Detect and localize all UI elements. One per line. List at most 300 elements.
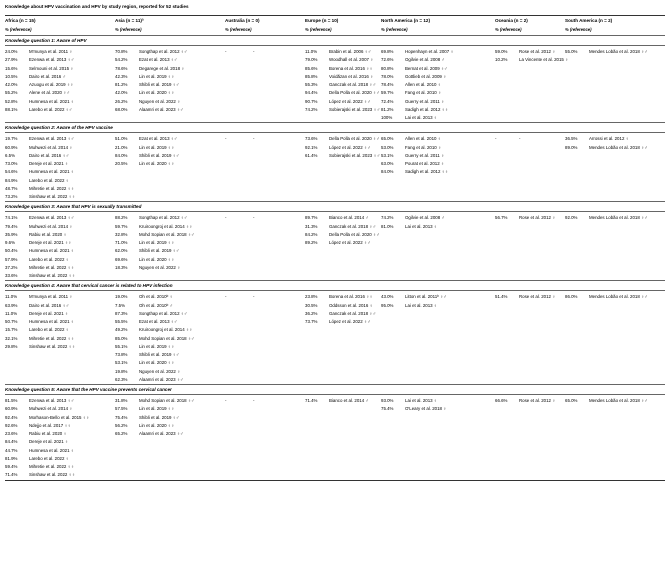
- reference-cell: Dereje et al. 2021 ♀: [29, 310, 69, 316]
- reference-cell: Della Polla et al. 2020 ♀♂: [329, 136, 380, 142]
- percent-cell: 68.0%: [115, 106, 128, 112]
- percent-cell: 54.2%: [115, 57, 128, 63]
- reference-cell: Lin et al. 2019 ♀♀: [139, 240, 175, 245]
- reference-cell: La Vincente et al. 2015 ♀: [519, 57, 569, 63]
- reference-cell: Mihretie et al. 2022 ♀♀: [29, 335, 75, 341]
- subheader-cell: % (reference): [305, 27, 332, 32]
- percent-cell: 59.7%: [381, 90, 394, 96]
- subheader-cell: % (reference): [381, 27, 408, 32]
- reference-cell: Shibli et al. 2019 ♀♂: [139, 414, 180, 420]
- reference-cell: Nguyen et al. 2022 ♀: [139, 264, 181, 270]
- percent-cell: 72.6%: [381, 57, 394, 63]
- percent-cell: 31.3%: [305, 223, 318, 229]
- percent-cell: 61.4%: [305, 152, 318, 158]
- region-header: Africa (n = 15): [5, 18, 36, 23]
- reference-cell: Mohd Sopian et al. 2018 ♀♂: [139, 231, 195, 237]
- region-header: Europe (n = 10): [305, 18, 339, 23]
- percent-cell: 88.1%: [5, 106, 18, 112]
- reference-cell: Dereje et al. 2021 ♀: [29, 439, 69, 445]
- reference-cell: Alene et al. 2020 ♀♂: [29, 90, 70, 96]
- percent-cell: 75.4%: [115, 414, 128, 420]
- percent-cell: 69.8%: [381, 49, 394, 54]
- percent-cell: 79.4%: [5, 223, 18, 229]
- reference-cell: Muhwezi et al. 2014 ♀: [29, 223, 73, 229]
- percent-cell: 32.8%: [115, 231, 128, 237]
- reference-cell: Della Polla et al. 2020 ♀♂: [329, 231, 380, 237]
- percent-cell: 42.3%: [115, 73, 128, 79]
- percent-cell: 89.2%: [305, 240, 318, 245]
- percent-cell: 89.7%: [305, 215, 318, 221]
- reference-cell: Ezenwa et al. 2013 ♀♂: [29, 136, 75, 142]
- reference-cell: Selmouni et al. 2015 ♀: [29, 65, 74, 71]
- percent-cell: 81.5%: [5, 398, 18, 403]
- percent-cell: 80.8%: [381, 65, 394, 71]
- reference-cell: Shibli et al. 2019 ♀♂: [139, 248, 180, 254]
- percent-cell: 24.0%: [5, 49, 18, 54]
- percent-cell: 55.2%: [5, 90, 18, 96]
- reference-cell: López et al. 2022 ♀♂: [329, 98, 371, 104]
- percent-cell: 44.7%: [5, 447, 18, 453]
- percent-cell: 92.6%: [5, 422, 18, 428]
- percent-cell: 59.4%: [5, 464, 18, 469]
- percent-cell: 11.0%: [5, 310, 18, 316]
- reference-cell: -: [253, 49, 255, 54]
- subheader-cell: % (reference): [495, 27, 522, 32]
- percent-cell: 81.2%: [381, 106, 394, 112]
- reference-cell: Oddsson et al. 2016 ♀: [329, 302, 373, 308]
- percent-cell: 42.0%: [5, 82, 18, 87]
- table-title: Knowledge about HPV vaccination and HPV by study region, reported for 52 studies: [5, 4, 189, 9]
- reference-cell: Humnesa et al. 2021 ♀: [29, 248, 75, 254]
- reference-cell: Oh et al. 2010ᵇ ♂: [139, 302, 173, 308]
- reference-cell: O'Leary et al. 2018 ♀: [405, 406, 447, 412]
- percent-cell: -: [225, 294, 227, 300]
- reference-cell: Borena et al. 2016 ♀♀: [329, 65, 373, 71]
- reference-cell: Guerry et al. 2011 ♀: [405, 152, 445, 158]
- reference-cell: Guerry et al. 2011 ♀: [405, 98, 445, 104]
- reference-cell: Lin et al. 2019 ♀♀: [139, 73, 175, 79]
- reference-cell: Litton et al. 2011ᵇ ♀♂: [405, 294, 447, 300]
- reference-cell: Morhason-Bello et al. 2015 ♀♀: [29, 414, 90, 420]
- percent-cell: 55.1%: [115, 343, 128, 349]
- table-row: [5, 113, 665, 122]
- percent-cell: 56.7%: [495, 215, 508, 221]
- percent-cell: 78.4%: [381, 82, 394, 87]
- reference-cell: Degarege et al. 2018 ♀: [139, 65, 185, 71]
- percent-cell: 59.7%: [115, 223, 128, 229]
- reference-cell: Larebo et al. 2022 ♀: [29, 177, 69, 183]
- percent-cell: 60.9%: [5, 406, 18, 412]
- reference-cell: Lin et al. 2020 ♀♀: [139, 161, 175, 166]
- percent-cell: 32.1%: [5, 335, 18, 341]
- percent-cell: 75.4%: [381, 406, 394, 412]
- reference-cell: Humnesa et al. 2021 ♀: [29, 169, 75, 175]
- percent-cell: 87.3%: [115, 310, 128, 316]
- reference-cell: -: [253, 398, 255, 403]
- percent-cell: 7.5%: [115, 302, 126, 308]
- subheader-cell: % (reference): [565, 27, 592, 32]
- percent-cell: 56.2%: [115, 422, 128, 428]
- reference-cell: Sinshaw et al. 2022 ♀♀: [29, 343, 76, 349]
- percent-cell: 93.0%: [381, 398, 394, 403]
- percent-cell: 53.1%: [381, 152, 394, 158]
- reference-cell: Alaamri et al. 2023 ♀♂: [139, 431, 184, 436]
- region-header: Asia (n = 11)ª: [115, 18, 144, 23]
- reference-cell: Dereje et al. 2021 ♀♀: [29, 240, 72, 245]
- table-rule: [5, 290, 665, 291]
- percent-cell: 86.0%: [565, 294, 578, 300]
- reference-cell: Sadigh et al. 2012 ♀♀: [405, 169, 449, 175]
- percent-cell: 55.3%: [305, 82, 318, 87]
- table-rule: [5, 394, 665, 395]
- percent-cell: 31.8%: [115, 398, 128, 403]
- percent-cell: 85.8%: [305, 73, 318, 79]
- percent-cell: 84.0%: [115, 152, 128, 158]
- question-heading: Knowledge question 5: Aware that the HPV vaccine prevents cervical cancer: [5, 387, 172, 392]
- percent-cell: 19.7%: [5, 136, 18, 142]
- percent-cell: 57.9%: [5, 256, 18, 262]
- reference-cell: Dairo et al. 2016 ♀♂: [29, 152, 70, 158]
- reference-cell: Ganczak et al. 2018 ♀♂: [329, 310, 376, 316]
- subheader-cell: % (reference): [115, 27, 142, 32]
- reference-cell: Allen et al. 2010 ♀: [405, 136, 442, 142]
- reference-cell: Mendes Lobão et al. 2018 ♀♂: [589, 215, 648, 221]
- percent-cell: 81.9%: [5, 455, 18, 461]
- percent-cell: 36.5%: [565, 136, 578, 142]
- percent-cell: 26.2%: [115, 98, 128, 104]
- table-rule: [5, 211, 665, 212]
- reference-cell: Mohd Sopian et al. 2018 ♀♂: [139, 335, 195, 341]
- percent-cell: 42.0%: [115, 90, 128, 96]
- reference-cell: Ogilvie et al. 2008 ♂: [405, 57, 445, 63]
- table-rule: [5, 35, 665, 36]
- percent-cell: 62.0%: [115, 248, 128, 254]
- subheader-row: [5, 25, 665, 34]
- reference-cell: Rose et al. 2012 ♀: [519, 294, 556, 300]
- percent-cell: 73.7%: [305, 319, 318, 324]
- table-rule: [5, 480, 665, 481]
- percent-cell: -: [225, 49, 227, 54]
- percent-cell: 72.4%: [381, 98, 394, 104]
- percent-cell: 35.9%: [5, 231, 18, 237]
- region-header: South America (n = 2): [565, 18, 613, 23]
- reference-cell: Fang et al. 2010 ♀: [405, 90, 442, 96]
- reference-cell: Gottlieb et al. 2009 ♀: [405, 73, 447, 79]
- reference-cell: Ezat et al. 2013 ♀♂: [139, 57, 178, 63]
- reference-cell: Alaamri et al. 2023 ♀♂: [139, 106, 184, 112]
- percent-cell: 36.2%: [305, 310, 318, 316]
- reference-cell: López et al. 2022 ♀♂: [329, 144, 371, 150]
- reference-cell: Sobierajski et al. 2023 ♀♂: [329, 106, 381, 112]
- reference-cell: Rabiu et al. 2020 ♀: [29, 231, 67, 237]
- region-header: Australia (n = 0): [225, 18, 260, 23]
- reference-cell: Lin et al. 2019 ♀♀: [139, 406, 175, 412]
- subheader-cell: % (reference): [5, 27, 32, 32]
- reference-cell: Larebo et al. 2022 ♀: [29, 455, 69, 461]
- reference-cell: Shibli et al. 2019 ♀♂: [139, 352, 180, 357]
- percent-cell: 60.9%: [5, 144, 18, 150]
- percent-cell: 62.3%: [115, 376, 128, 382]
- reference-cell: Ndejjo et al. 2017 ♀♀: [29, 422, 71, 428]
- reference-cell: Lin et al. 2019 ♀♀: [139, 144, 175, 150]
- percent-cell: 74.2%: [305, 106, 318, 112]
- percent-cell: 27.9%: [5, 57, 18, 63]
- reference-cell: Ezenwa et al. 2013 ♀♂: [29, 57, 75, 63]
- reference-cell: Hopenhayn et al. 2007 ♀: [405, 49, 454, 54]
- percent-cell: -: [225, 215, 227, 221]
- percent-cell: 92.4%: [5, 414, 18, 420]
- reference-cell: Rose et al. 2012 ♀: [519, 49, 556, 54]
- reference-cell: Songthap et al. 2012 ♀♂: [139, 310, 188, 316]
- reference-cell: Nguyen et al. 2022 ♀: [139, 368, 181, 374]
- reference-cell: Mendes Lobão et al. 2018 ♀♂: [589, 294, 648, 300]
- reference-cell: Allen et al. 2010 ♀: [405, 82, 442, 87]
- percent-cell: -: [225, 136, 227, 142]
- percent-cell: 95.0%: [381, 302, 394, 308]
- reference-cell: Woodhall et al. 2007 ♀: [329, 57, 374, 63]
- reference-cell: Della Polla et al. 2020 ♀♂: [329, 90, 380, 96]
- percent-cell: 6.5%: [5, 152, 16, 158]
- reference-cell: Mihretie et al. 2022 ♀♀: [29, 185, 75, 191]
- reference-cell: Lai et al. 2013 ♀: [405, 115, 438, 120]
- percent-cell: 66.6%: [495, 398, 508, 403]
- reference-cell: Humnesa et al. 2021 ♀: [29, 98, 75, 104]
- percent-cell: 15.7%: [5, 327, 18, 333]
- percent-cell: 29.8%: [5, 343, 18, 349]
- percent-cell: 73.6%: [305, 136, 318, 142]
- percent-cell: 23.6%: [5, 431, 18, 436]
- reference-cell: Ogilvie et al. 2008 ♂: [405, 215, 445, 221]
- reference-cell: Kruiroongroj et al. 2014 ♀♀: [139, 327, 193, 333]
- percent-cell: 59.0%: [495, 49, 508, 54]
- percent-cell: 30.5%: [305, 302, 318, 308]
- percent-cell: 71.4%: [305, 398, 318, 403]
- percent-cell: -: [225, 398, 227, 403]
- percent-cell: 10.2%: [495, 57, 508, 63]
- reference-cell: Humnesa et al. 2021 ♀: [29, 319, 75, 324]
- percent-cell: 65.0%: [565, 398, 578, 403]
- reference-cell: Sadigh et al. 2012 ♀♀: [405, 106, 449, 112]
- percent-cell: 69.6%: [115, 256, 128, 262]
- reference-cell: Dairo et al. 2016 ♂: [29, 73, 66, 79]
- percent-cell: 63.0%: [381, 161, 394, 166]
- reference-cell: Rabiu et al. 2020 ♀: [29, 431, 67, 436]
- reference-cell: Ezenwa et al. 2013 ♀♂: [29, 398, 75, 403]
- table-row: [5, 271, 665, 280]
- reference-cell: Rose et al. 2012 ♀: [519, 398, 556, 403]
- reference-cell: Songthap et al. 2012 ♀♂: [139, 49, 188, 54]
- reference-cell: Shibli et al. 2019 ♀♂: [139, 152, 180, 158]
- percent-cell: 84.4%: [5, 439, 18, 445]
- reference-cell: Lai et al. 2013 ♀: [405, 302, 438, 308]
- reference-cell: Mendes Lobão et al. 2018 ♀♂: [589, 49, 648, 54]
- percent-cell: 15.6%: [5, 65, 18, 71]
- percent-cell: 70.8%: [115, 49, 128, 54]
- percent-cell: 49.2%: [115, 327, 128, 333]
- question-heading: Knowledge question 4: Aware that cervical cancer is related to HPV infection: [5, 283, 173, 289]
- reference-cell: M'munya et al. 2011 ♀: [29, 49, 73, 54]
- reference-cell: Mendes Lobão et al. 2018 ♀♂: [589, 398, 648, 403]
- reference-cell: Ezat et al. 2013 ♀♂: [139, 136, 178, 142]
- reference-cell: Voidăzan et al. 2016 ♀: [329, 73, 374, 79]
- question-heading: Knowledge question 1: Aware of HPV: [5, 38, 87, 43]
- percent-cell: -: [495, 136, 497, 142]
- percent-cell: 63.9%: [5, 302, 18, 308]
- percent-cell: 88.2%: [115, 215, 128, 221]
- subheader-cell: % (reference): [225, 27, 252, 32]
- reference-cell: M'munya et al. 2011 ♀: [29, 294, 73, 300]
- percent-cell: 48.7%: [5, 185, 18, 191]
- percent-cell: 10.5%: [5, 73, 18, 79]
- reference-cell: Larebo et al. 2022 ♀: [29, 327, 69, 333]
- percent-cell: 9.6%: [5, 240, 16, 245]
- reference-cell: Shibli et al. 2019 ♀♂: [139, 82, 180, 87]
- percent-cell: 73.8%: [115, 352, 128, 357]
- percent-cell: 71.0%: [115, 240, 128, 245]
- reference-cell: Dairo et al. 2016 ♀♂: [29, 302, 70, 308]
- table-row: [5, 192, 665, 201]
- reference-cell: Azuogu et al. 2019 ♀♀: [29, 82, 74, 87]
- reference-cell: Lin et al. 2019 ♀♀: [139, 343, 175, 349]
- percent-cell: 53.1%: [115, 360, 128, 366]
- percent-cell: 84.0%: [381, 169, 394, 175]
- percent-cell: 81.0%: [381, 223, 394, 229]
- table-row: [5, 470, 665, 479]
- percent-cell: 18.3%: [115, 264, 128, 270]
- reference-cell: Dereje et al. 2021 ♀: [29, 161, 69, 166]
- percent-cell: 33.6%: [5, 273, 18, 278]
- reference-cell: Ganczak et al. 2018 ♀♂: [329, 82, 376, 87]
- reference-cell: Sinshaw et al. 2022 ♀♀: [29, 273, 76, 278]
- question-heading: Knowledge question 2: Aware of the HPV vaccine: [5, 125, 113, 131]
- reference-cell: -: [253, 215, 255, 221]
- reference-cell: Mihretie et al. 2022 ♀♀: [29, 264, 75, 270]
- reference-cell: Alaamri et al. 2023 ♀♂: [139, 376, 184, 382]
- reference-cell: López et al. 2022 ♀♂: [329, 319, 371, 324]
- percent-cell: 21.0%: [115, 144, 128, 150]
- reference-cell: Arrossi et al. 2012 ♀: [589, 136, 629, 142]
- region-header: Oceania (n = 2): [495, 18, 528, 23]
- reference-cell: Bianco et al. 2014 ♂: [329, 215, 369, 221]
- reference-cell: Ganczak et al. 2018 ♀♂: [329, 223, 376, 229]
- percent-cell: 11.0%: [305, 49, 318, 54]
- table-row: [5, 375, 665, 384]
- percent-cell: 94.4%: [305, 90, 318, 96]
- reference-cell: Bernat et al. 2009 ♀♂: [405, 65, 448, 71]
- percent-cell: 20.5%: [115, 161, 128, 166]
- percent-cell: 50.4%: [5, 248, 18, 254]
- reference-cell: Songthap et al. 2012 ♀♂: [139, 215, 188, 221]
- question-heading: Knowledge question 3: Aware that HPV is sexually transmitted: [5, 204, 142, 210]
- percent-cell: 37.2%: [5, 264, 18, 270]
- reference-cell: Brabin et al. 2006 ♀♂: [329, 49, 372, 54]
- reference-cell: Larebo et al. 2022 ♀♂: [29, 106, 73, 112]
- percent-cell: 74.1%: [5, 215, 18, 221]
- reference-cell: -: [253, 294, 255, 300]
- percent-cell: 89.0%: [565, 144, 578, 150]
- reference-cell: Mihretie et al. 2022 ♀♀: [29, 464, 75, 469]
- percent-cell: 81.2%: [115, 82, 128, 87]
- reference-cell: Kruiroongroj et al. 2014 ♀♀: [139, 223, 193, 229]
- percent-cell: 51.0%: [115, 136, 128, 142]
- percent-cell: 55.0%: [565, 49, 578, 54]
- reference-cell: Humnesa et al. 2021 ♀: [29, 447, 75, 453]
- percent-cell: 100%: [381, 115, 393, 120]
- reference-cell: Ezat et al. 2013 ♀♂: [139, 319, 178, 324]
- reference-cell: Rose et al. 2012 ♀: [519, 215, 556, 221]
- region-header: North America (n = 12): [381, 18, 430, 23]
- reference-cell: Larebo et al. 2022 ♀: [29, 256, 69, 262]
- reference-cell: Lai et al. 2013 ♀: [405, 398, 438, 403]
- reference-cell: Lin et al. 2020 ♀♀: [139, 256, 175, 262]
- percent-cell: 84.2%: [305, 231, 318, 237]
- percent-cell: 19.8%: [115, 368, 128, 374]
- reference-cell: Muhwezi et al. 2014 ♀: [29, 406, 73, 412]
- reference-cell: Lin et al. 2020 ♀♀: [139, 422, 175, 428]
- reference-cell: Mohd Sopian et al. 2018 ♀♂: [139, 398, 195, 403]
- percent-cell: 11.0%: [5, 294, 18, 300]
- percent-cell: 51.4%: [495, 294, 508, 300]
- reference-cell: Oh et al. 2010ᵇ ♀: [139, 294, 173, 300]
- percent-cell: 65.2%: [115, 431, 128, 436]
- reference-cell: Nguyen et al. 2022 ♀: [139, 98, 181, 104]
- percent-cell: 71.4%: [5, 472, 18, 478]
- header-row: [5, 16, 665, 25]
- reference-cell: Mendes Lobão et al. 2018 ♀♂: [589, 144, 648, 150]
- percent-cell: 78.0%: [381, 73, 394, 79]
- percent-cell: 50.7%: [5, 319, 18, 324]
- percent-cell: 23.8%: [305, 294, 318, 300]
- reference-cell: Muhwezi et al. 2014 ♀: [29, 144, 73, 150]
- percent-cell: 78.6%: [115, 65, 128, 71]
- reference-cell: Borena et al. 2016 ♀♀: [329, 294, 373, 300]
- percent-cell: 73.0%: [5, 161, 18, 166]
- reference-cell: Pourat et al. 2012 ♀: [405, 161, 445, 166]
- reference-cell: Ezenwa et al. 2013 ♀♂: [29, 215, 75, 221]
- percent-cell: 53.0%: [381, 144, 394, 150]
- percent-cell: 65.0%: [381, 136, 394, 142]
- percent-cell: 54.6%: [5, 169, 18, 175]
- percent-cell: 92.1%: [305, 144, 318, 150]
- reference-cell: Bianco et al. 2014 ♂: [329, 398, 369, 403]
- table-rule: [5, 45, 665, 46]
- percent-cell: 84.9%: [5, 177, 18, 183]
- reference-cell: Lin et al. 2020 ♀♀: [139, 90, 175, 96]
- percent-cell: 85.0%: [115, 335, 128, 341]
- reference-cell: -: [519, 136, 521, 142]
- reference-cell: -: [253, 136, 255, 142]
- percent-cell: 43.0%: [381, 294, 394, 300]
- table-rule: [5, 132, 665, 133]
- percent-cell: 79.0%: [305, 57, 318, 63]
- reference-cell: Sobierajski et al. 2023 ♀♂: [329, 152, 381, 158]
- reference-cell: Sinshaw et al. 2022 ♀♀: [29, 194, 76, 199]
- percent-cell: 57.5%: [115, 406, 128, 412]
- reference-cell: Lai et al. 2013 ♀: [405, 223, 438, 229]
- percent-cell: 90.7%: [305, 98, 318, 104]
- percent-cell: 85.6%: [305, 65, 318, 71]
- percent-cell: 74.2%: [381, 215, 394, 221]
- percent-cell: 92.0%: [565, 215, 578, 221]
- reference-cell: Sinshaw et al. 2022 ♀♀: [29, 472, 76, 478]
- reference-cell: Fang et al. 2010 ♀: [405, 144, 442, 150]
- percent-cell: 55.5%: [115, 319, 128, 324]
- percent-cell: 52.8%: [5, 98, 18, 104]
- percent-cell: 19.0%: [115, 294, 128, 300]
- percent-cell: 73.2%: [5, 194, 18, 199]
- reference-cell: Lin et al. 2020 ♀♀: [139, 360, 175, 366]
- reference-cell: López et al. 2022 ♀♂: [329, 240, 371, 245]
